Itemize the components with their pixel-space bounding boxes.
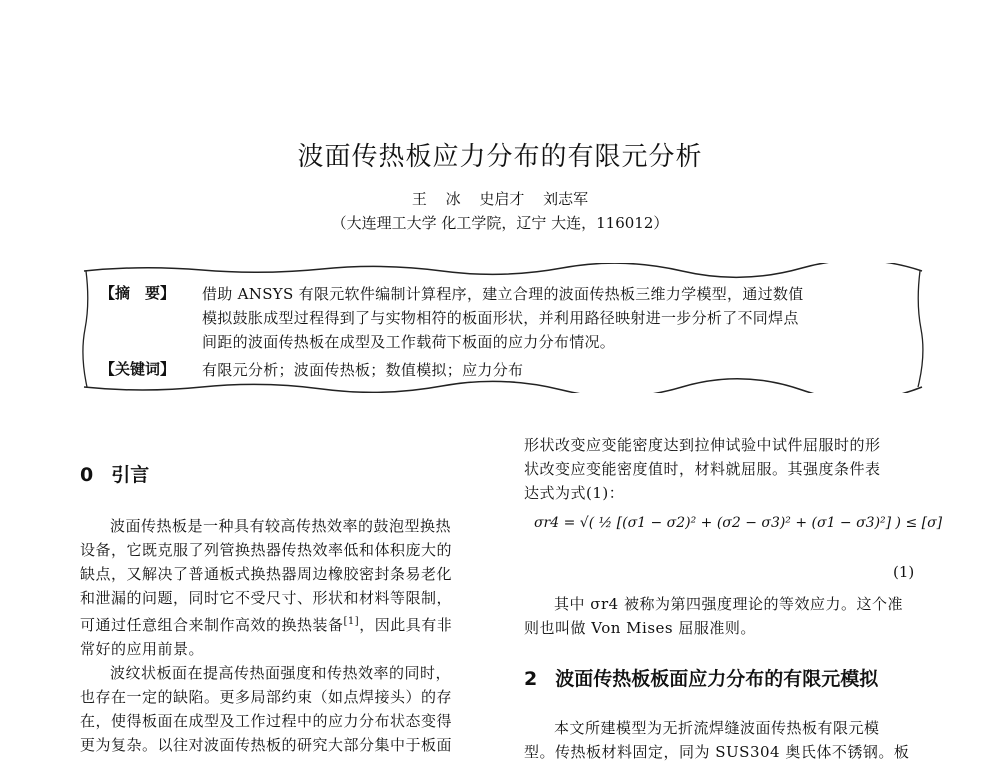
abstract-label: 【摘 要】 [100,284,176,302]
intro-paragraph-1 [80,514,490,757]
paper-affiliation: （大连理工大学 化工学院，辽宁 大连，116012） [331,214,669,232]
right-paragraph-1 [524,433,929,505]
section-heading-0 [80,460,149,487]
section-number: 2 [524,668,538,690]
keywords-label: 【关键词】 [100,360,176,378]
text-line: 也存在一定的缺陷。更多局部约束（如点焊接头）的存 [80,688,453,706]
text-line: 更为复杂。以往对波面传热板的研究大部分集中于板面 [80,736,453,754]
text-line: 常好的应用前景。 [80,640,205,658]
equation-number: (1) [893,563,915,581]
text-line: 波纹状板面在提高传热面强度和传热效率的同时， [110,664,452,682]
citation-ref: [1] [343,616,360,627]
text-line: 波面传热板是一种具有较高传热效率的鼓泡型换热 [110,517,452,535]
abstract-line: 借助 ANSYS 有限元软件编制计算程序，建立合理的波面传热板三维力学模型，通过数值 [202,285,804,303]
section-number: 0 [80,464,94,486]
section-title: 波面传热板板面应力分布的有限元模拟 [555,668,879,690]
formula-von-mises: σr4 = √( ½ [(σ1 − σ2)² + (σ2 − σ3)² + (σ1 − σ3)²] ) ≤ [σ] [534,515,943,531]
keywords-text: 有限元分析；波面传热板；数值模拟；应力分布 [202,361,524,379]
text-line: 形状改变应变能密度达到拉伸试验中试件屈服时的形 [524,436,881,454]
text-line: 缺点，又解决了普通板式换热器周边橡胶密封条易老化 [80,565,453,583]
text-line: 和泄漏的问题，同时它不受尺寸、形状和材料等限制， [80,589,453,607]
text-segment: ，因此具有非 [359,616,453,634]
text-line [80,610,490,637]
section-heading-2 [524,664,878,691]
right-paragraph-3 [524,716,929,764]
right-paragraph-2 [524,592,929,640]
paper-title: 波面传热板应力分布的有限元分析 [297,142,703,172]
text-line: 达式为式(1)： [524,484,625,502]
paper-authors: 王 冰 史启才 刘志军 [411,190,589,208]
text-line: 在，使得板面在成型及工作过程中的应力分布状态变得 [80,712,453,730]
text-line: 其中 σr4 被称为第四强度理论的等效应力。这个准 [554,595,903,613]
abstract-box [82,263,924,393]
text-line: 设备，它既克服了列管换热器传热效率低和体积庞大的 [80,541,453,559]
text-line: 本文所建模型为无折流焊缝波面传热板有限元模 [554,719,880,737]
text-line: 状改变应变能密度值时，材料就屈服。其强度条件表 [524,460,881,478]
abstract-line: 模拟鼓胀成型过程得到了与实物相符的板面形状，并利用路径映射进一步分析了不同焊点 [202,309,799,327]
text-segment: 可通过任意组合来制作高效的换热装备 [80,616,344,634]
text-line: 则也叫做 Von Mises 屈服准则。 [524,619,756,637]
text-line: 型。传热板材料固定，同为 SUS304 奥氏体不锈钢。板 [524,743,910,761]
abstract-line: 间距的波面传热板在成型及工作载荷下板面的应力分布情况。 [202,333,616,351]
abstract-text [202,282,907,354]
section-title: 引言 [111,464,150,486]
